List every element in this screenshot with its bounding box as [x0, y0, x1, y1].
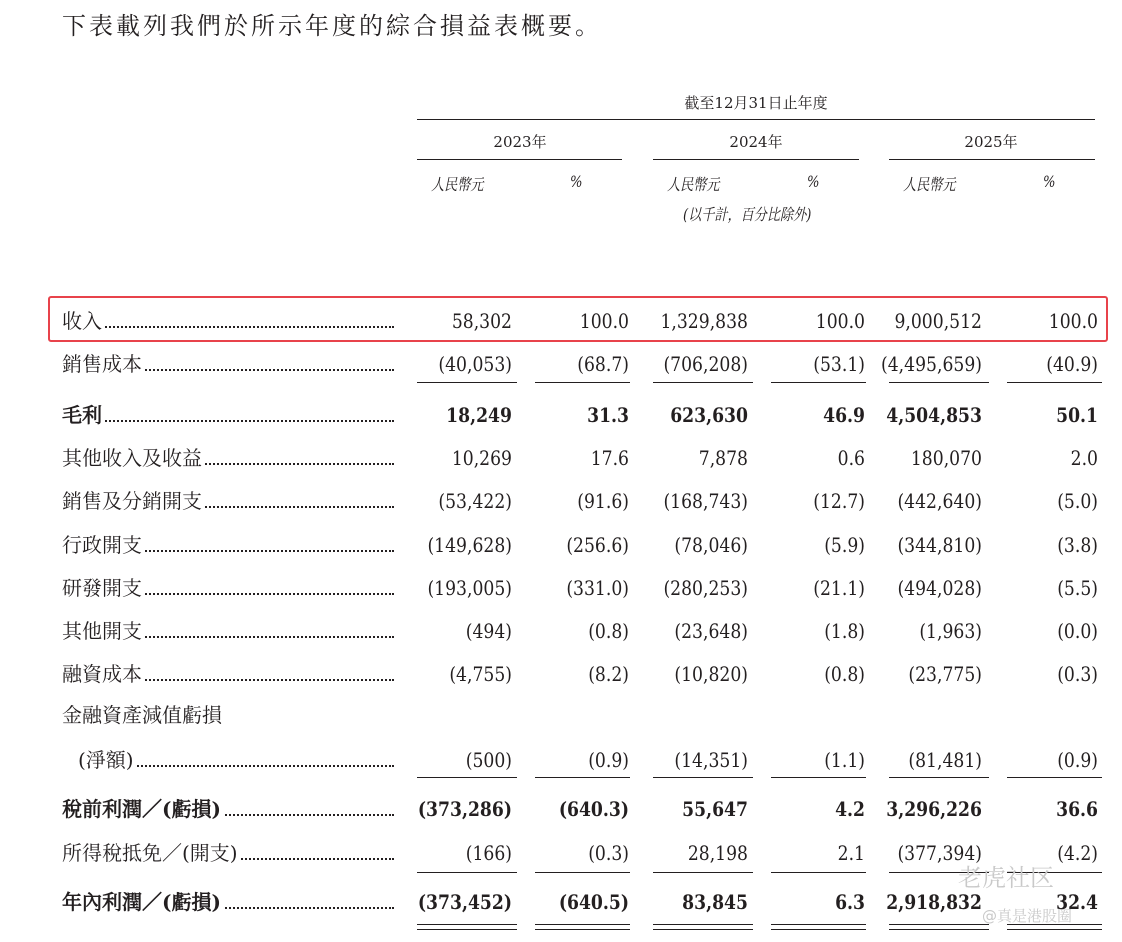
currency-2023: 人民幣元 [431, 175, 484, 194]
double-rule-top-c4 [771, 924, 866, 925]
row-value: (706,208) [663, 352, 748, 376]
row-label [62, 659, 394, 689]
row-value: 100.0 [579, 309, 629, 333]
table-row [0, 794, 1122, 824]
table-row [0, 530, 1122, 560]
subtotal-rule-gross-c4 [771, 382, 866, 383]
row-label-text: 稅前利潤／(虧損) [62, 797, 221, 821]
row-label [62, 616, 394, 646]
row-label [62, 573, 394, 603]
row-value: (280,253) [663, 576, 748, 600]
double-rule-top-c5 [889, 924, 989, 925]
subtotal-rule-gross-c2 [535, 382, 630, 383]
row-label-text: 銷售及分銷開支 [62, 489, 202, 513]
row-value: 623,630 [670, 403, 748, 427]
row-value: (168,743) [663, 489, 748, 513]
row-value: 83,845 [682, 890, 748, 914]
double-rule-bottom-c2 [535, 929, 630, 930]
row-value: (0.8) [588, 619, 629, 643]
double-rule-top-c1 [417, 924, 517, 925]
table-row [0, 659, 1122, 689]
period-rule [417, 119, 1095, 120]
year-2023-header: 2023年 [493, 133, 547, 151]
row-value: 46.9 [823, 403, 865, 427]
row-value: (53.1) [813, 352, 865, 376]
row-value: (373,452) [417, 890, 512, 914]
row-value: (0.0) [1057, 619, 1098, 643]
row-value: (5.0) [1057, 489, 1098, 513]
subtotal-rule-gross-c1 [417, 382, 517, 383]
table-row [0, 838, 1122, 868]
row-value: 4.2 [835, 797, 865, 821]
table-row [0, 700, 1122, 730]
row-value: 50.1 [1056, 403, 1098, 427]
row-value: (12.7) [813, 489, 865, 513]
row-value: 55,647 [682, 797, 748, 821]
row-value: (21.1) [813, 576, 865, 600]
period-header: 截至12月31日止年度 [684, 94, 828, 112]
row-value: (0.3) [588, 841, 629, 865]
row-label [62, 700, 394, 730]
row-value: (0.3) [1057, 662, 1098, 686]
row-label-text: (淨額) [78, 748, 134, 772]
row-label [62, 443, 394, 473]
subtotal-rule-pretax-c4 [771, 777, 866, 778]
double-rule-top-c3 [653, 924, 753, 925]
table-row [0, 400, 1122, 430]
row-value: (4,755) [449, 662, 512, 686]
row-value: (1.1) [824, 748, 865, 772]
year-2025-header: 2025年 [964, 133, 1018, 151]
table-row [0, 306, 1122, 336]
row-value: (640.5) [558, 890, 629, 914]
total-rule-c1 [417, 872, 517, 873]
pct-2024: % [807, 172, 820, 191]
row-value: (377,394) [897, 841, 982, 865]
row-value: 0.6 [837, 446, 865, 470]
row-value: 2,918,832 [886, 890, 982, 914]
table-row [0, 616, 1122, 646]
row-value: (373,286) [417, 797, 512, 821]
year-2024-rule [653, 159, 859, 160]
subtotal-rule-gross-c5 [889, 382, 989, 383]
row-value: (5.9) [824, 533, 865, 557]
row-label-text: 收入 [62, 309, 102, 333]
pct-2025: % [1043, 172, 1056, 191]
currency-2024: 人民幣元 [667, 175, 720, 194]
row-label-text: 金融資產減值虧損 [62, 703, 222, 727]
row-value: 100.0 [1048, 309, 1098, 333]
row-value: (500) [465, 748, 512, 772]
double-rule-bottom-c5 [889, 929, 989, 930]
row-value: (1.8) [824, 619, 865, 643]
row-value: (68.7) [577, 352, 629, 376]
row-value: (5.5) [1057, 576, 1098, 600]
row-value: (4.2) [1057, 841, 1098, 865]
subtotal-rule-pretax-c1 [417, 777, 517, 778]
double-rule-bottom-c3 [653, 929, 753, 930]
row-value: (149,628) [427, 533, 512, 557]
row-value: (81,481) [908, 748, 982, 772]
row-value: (0.9) [588, 748, 629, 772]
total-rule-c3 [653, 872, 753, 873]
row-value: (0.8) [824, 662, 865, 686]
watermark-handle: @真是港股圈 [982, 907, 1073, 925]
row-value: 2.1 [837, 841, 865, 865]
row-value: (78,046) [674, 533, 748, 557]
table-row [0, 443, 1122, 473]
row-value: (494,028) [897, 576, 982, 600]
unit-note: (以千計，百分比除外) [683, 205, 812, 224]
watermark-brand: 老虎社区 [958, 864, 1054, 892]
row-label [62, 530, 394, 560]
row-value: (494) [465, 619, 512, 643]
row-value: (344,810) [897, 533, 982, 557]
double-rule-top-c2 [535, 924, 630, 925]
year-2025-rule [889, 159, 1095, 160]
row-value: 36.6 [1056, 797, 1098, 821]
row-label-text: 其他收入及收益 [62, 446, 202, 470]
row-value: 31.3 [587, 403, 629, 427]
subtotal-rule-pretax-c6 [1007, 777, 1102, 778]
row-value: (0.9) [1057, 748, 1098, 772]
row-value: (331.0) [566, 576, 629, 600]
row-value: (8.2) [588, 662, 629, 686]
double-rule-bottom-c6 [1007, 929, 1102, 930]
row-value: 180,070 [910, 446, 982, 470]
row-value: (53,422) [438, 489, 512, 513]
row-value: (166) [465, 841, 512, 865]
row-value: (193,005) [427, 576, 512, 600]
row-label-text: 融資成本 [62, 662, 142, 686]
row-value: (256.6) [566, 533, 629, 557]
row-value: 7,878 [698, 446, 748, 470]
table-row [0, 349, 1122, 379]
subtotal-rule-pretax-c2 [535, 777, 630, 778]
row-value: (4,495,659) [881, 352, 982, 376]
total-rule-c2 [535, 872, 630, 873]
table-row [0, 573, 1122, 603]
subtotal-rule-gross-c6 [1007, 382, 1102, 383]
row-value: 9,000,512 [894, 309, 982, 333]
table-row [0, 486, 1122, 516]
row-value: 58,302 [451, 309, 512, 333]
currency-2025: 人民幣元 [903, 175, 956, 194]
row-label [62, 306, 394, 336]
row-value: 100.0 [815, 309, 865, 333]
row-value: (40,053) [438, 352, 512, 376]
row-value: (640.3) [558, 797, 629, 821]
intro-text: 下表載列我們於所示年度的綜合損益表概要。 [62, 12, 602, 40]
row-value: 4,504,853 [886, 403, 982, 427]
row-value: (442,640) [897, 489, 982, 513]
table-row [0, 887, 1122, 917]
row-value: 17.6 [590, 446, 629, 470]
subtotal-rule-pretax-c3 [653, 777, 753, 778]
row-label-text: 年內利潤／(虧損) [62, 890, 221, 914]
row-label-text: 研發開支 [62, 576, 142, 600]
row-value: (3.8) [1057, 533, 1098, 557]
row-value: (91.6) [577, 489, 629, 513]
row-label [62, 349, 394, 379]
row-label-text: 行政開支 [62, 533, 142, 557]
subtotal-rule-gross-c3 [653, 382, 753, 383]
row-label [62, 794, 394, 824]
row-value: 18,249 [446, 403, 512, 427]
row-label-text: 銷售成本 [62, 352, 142, 376]
row-value: (1,963) [919, 619, 982, 643]
subtotal-rule-pretax-c5 [889, 777, 989, 778]
row-value: 2.0 [1070, 446, 1098, 470]
year-2023-rule [417, 159, 622, 160]
row-value: 1,329,838 [660, 309, 748, 333]
row-value: 3,296,226 [886, 797, 982, 821]
row-label-text: 所得稅抵免／(開支) [62, 841, 238, 865]
row-value: (23,775) [908, 662, 982, 686]
double-rule-bottom-c4 [771, 929, 866, 930]
row-label [62, 400, 394, 430]
total-rule-c4 [771, 872, 866, 873]
row-value: 28,198 [687, 841, 748, 865]
row-label [62, 486, 394, 516]
row-value: (23,648) [674, 619, 748, 643]
row-label [62, 838, 394, 868]
row-value: 10,269 [451, 446, 512, 470]
row-value: (40.9) [1046, 352, 1098, 376]
row-label [78, 745, 394, 775]
pct-2023: % [570, 172, 583, 191]
year-2024-header: 2024年 [729, 133, 783, 151]
row-value: (10,820) [674, 662, 748, 686]
row-value: 6.3 [835, 890, 865, 914]
row-label [62, 887, 394, 917]
row-value: (14,351) [674, 748, 748, 772]
double-rule-bottom-c1 [417, 929, 517, 930]
row-value: 32.4 [1056, 890, 1098, 914]
row-label-text: 其他開支 [62, 619, 142, 643]
table-row [0, 745, 1122, 775]
row-label-text: 毛利 [62, 403, 102, 427]
